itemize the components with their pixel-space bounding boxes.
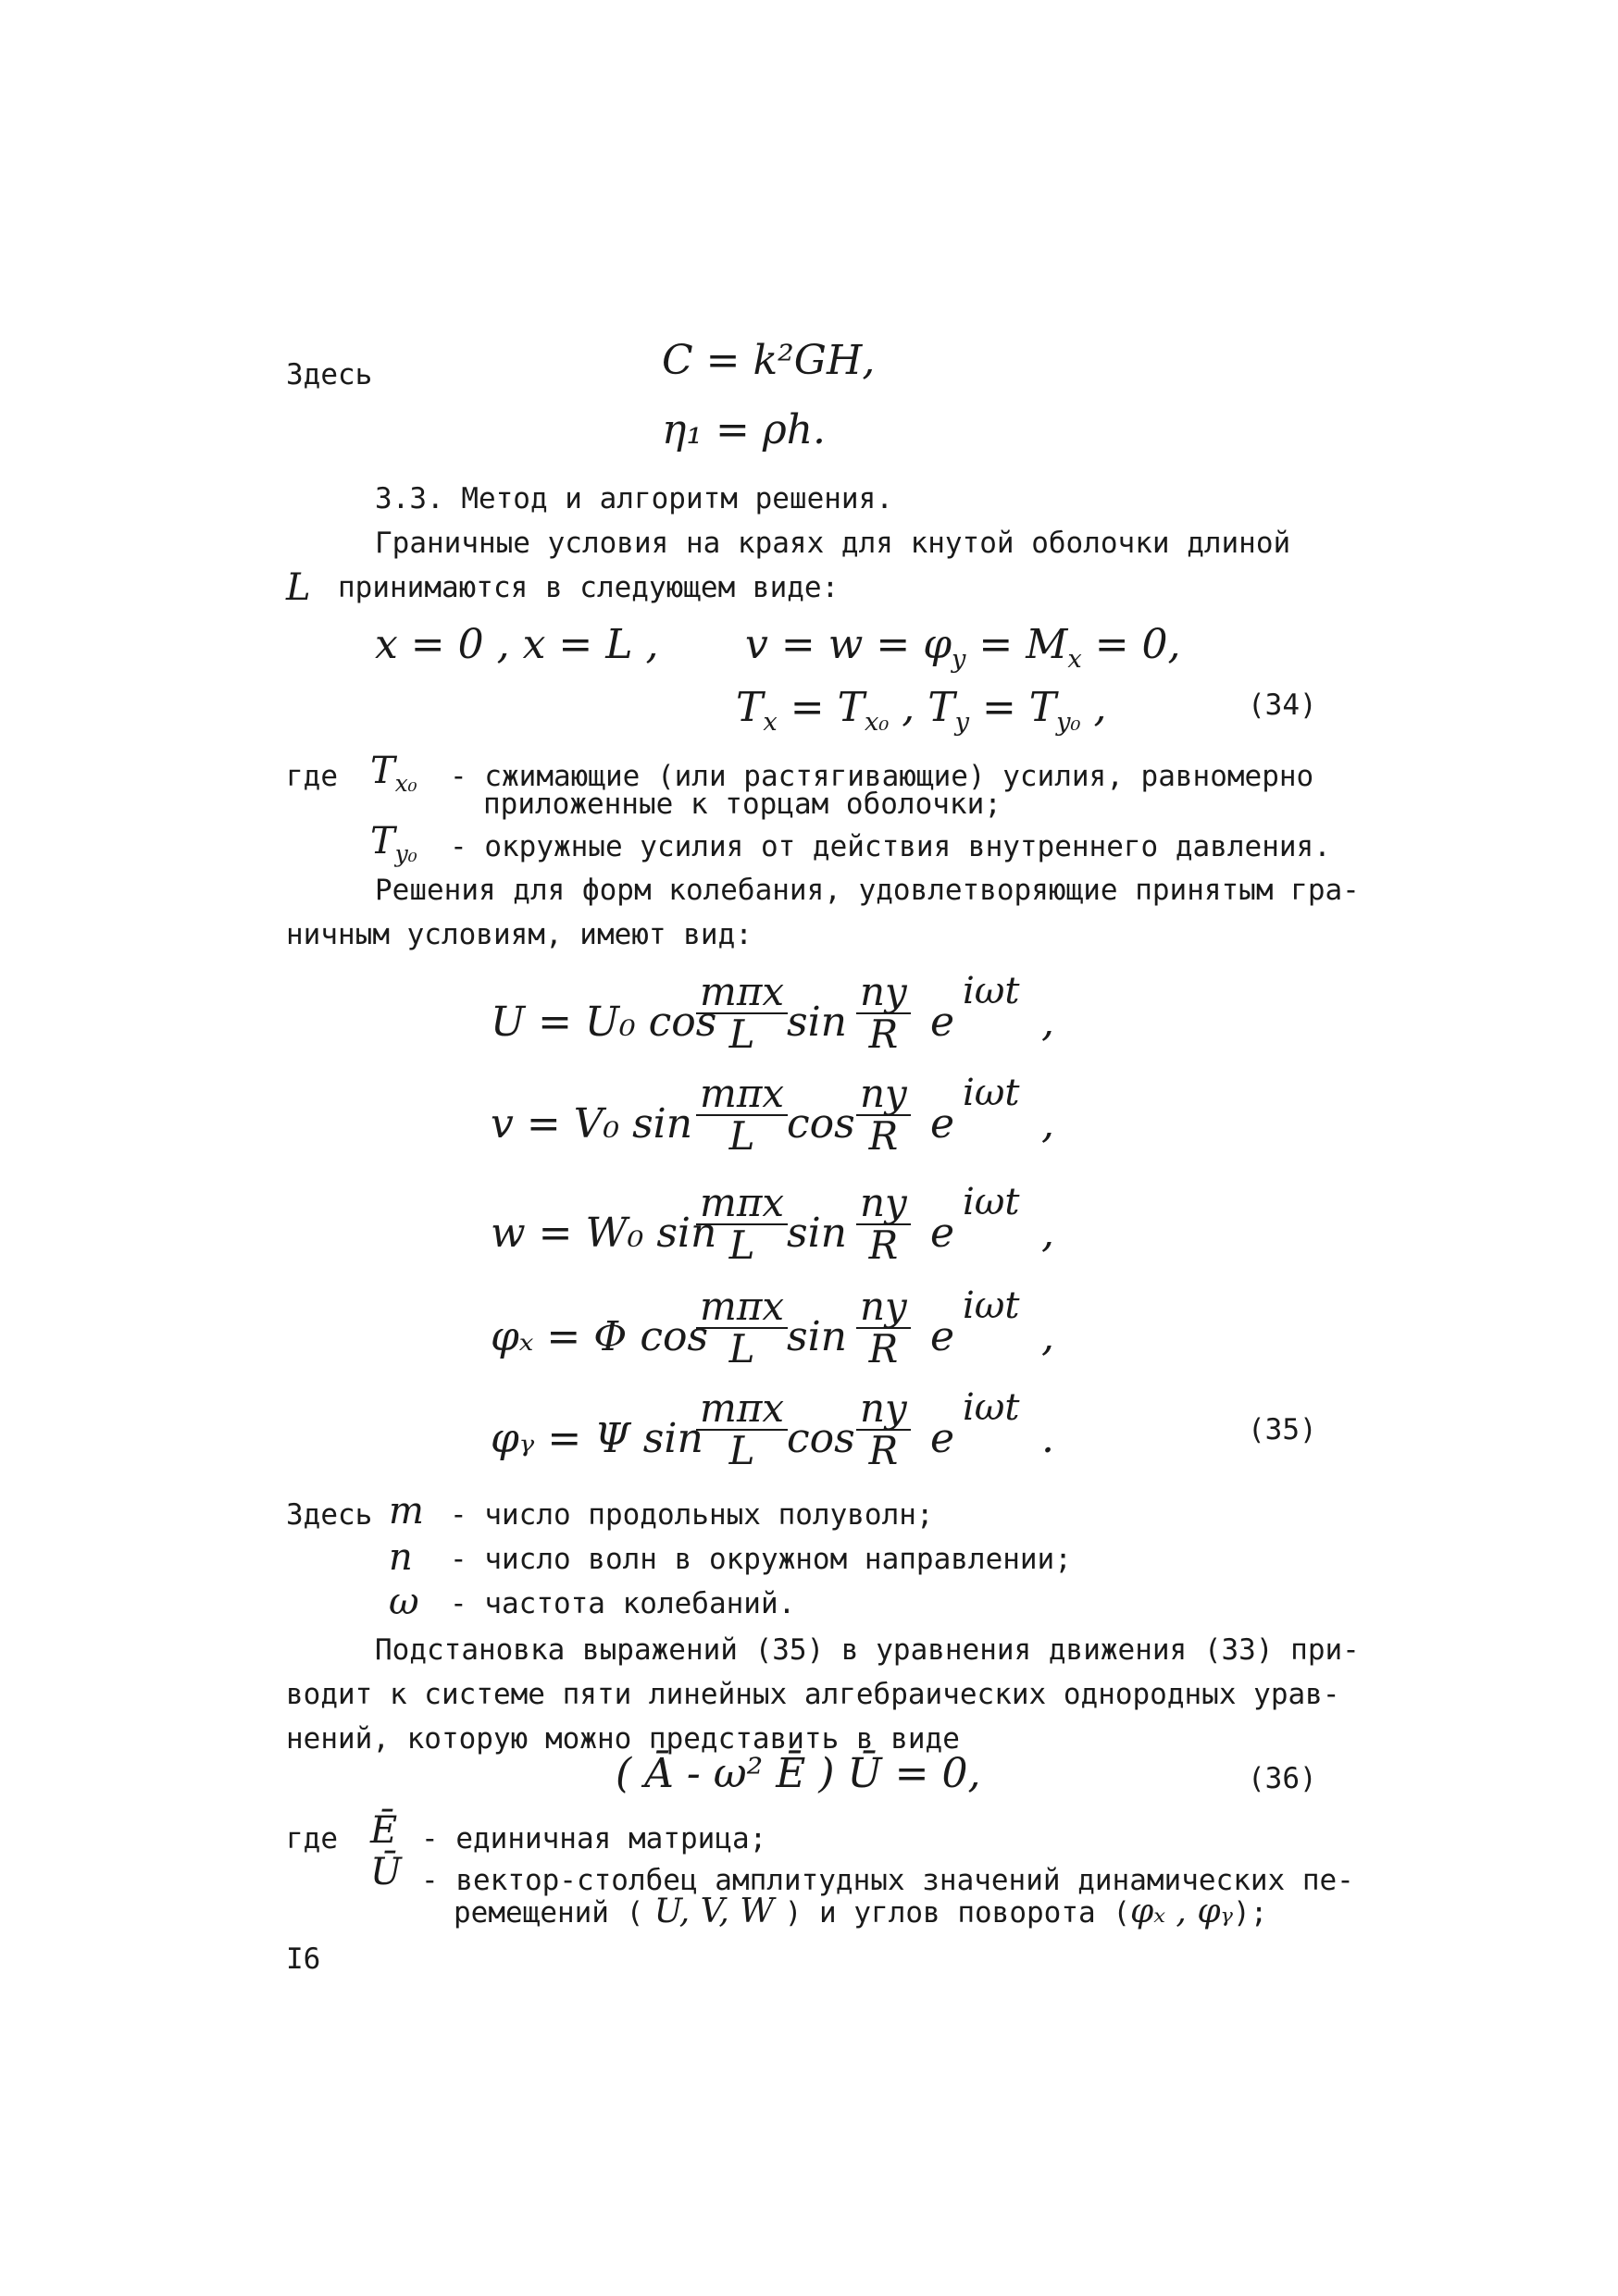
eq35-row-2-fraction-1 [696, 1071, 788, 1160]
eq35-row-1-fraction-2 [856, 969, 911, 1058]
eq35-row-4-exponent: iωt [963, 1285, 1020, 1327]
eq35-row-2-exponent: iωt [963, 1072, 1020, 1114]
page-number: I6 [286, 1942, 321, 1976]
where36-gde: где [286, 1822, 338, 1855]
eq35-row-1-exp-base: e [930, 999, 955, 1046]
eq35-row-4-exp-base: e [930, 1313, 955, 1360]
where35-desc-m: - число продольных полуволн; [450, 1498, 934, 1532]
eq35-row-2-mid: cos [787, 1100, 855, 1148]
eq35-row-3-punctuation: , [1041, 1210, 1054, 1257]
eq36: ( Ā - ω² Ē ) Ū = 0, [616, 1750, 981, 1797]
where36-sym-U: Ū [370, 1851, 402, 1893]
paragraph-2-line-1: Решения для форм колебания, удовлетворяющие принятым гра- [375, 874, 1360, 907]
eq35-row-3-exponent: iωt [963, 1181, 1020, 1223]
fraction-numerator: mπx [696, 972, 788, 1014]
eq35-row-5-fraction-2 [856, 1385, 911, 1474]
where34-sym1: $T_{x_0}$ [370, 750, 417, 797]
fraction-denominator: L [728, 1428, 755, 1474]
fraction-denominator: R [868, 1011, 899, 1058]
eq35-row-2-exp-base: e [930, 1100, 955, 1148]
eq35-row-3-fraction-2 [856, 1180, 911, 1269]
eq35-row-2-lhs: v = V₀ sin [491, 1100, 693, 1148]
eq35-row-2-punctuation: , [1041, 1100, 1054, 1148]
fraction-denominator: R [868, 1113, 899, 1160]
equation-c: C = k²GH, [662, 337, 876, 384]
fraction-denominator: L [728, 1011, 755, 1058]
eq36-number: (36) [1248, 1762, 1317, 1795]
where34-gde: где [286, 760, 338, 793]
fraction-numerator: mπx [696, 1183, 788, 1225]
eq35-row-5-fraction-1 [696, 1385, 788, 1474]
where35-sym-m: m [389, 1490, 424, 1533]
fraction-numerator: ny [856, 1388, 911, 1431]
where35-lead: Здесь [286, 1498, 373, 1532]
eq35-row-4-fraction-1 [696, 1286, 788, 1370]
fraction-denominator: R [868, 1428, 899, 1474]
symbol-L: L [286, 566, 311, 609]
eq35-row-4-lhs: φₓ = Φ cos [491, 1313, 709, 1360]
paragraph-1-line-1: Граничные условия на краях для кнутой оболочки длиной [375, 527, 1291, 560]
where36-sym-E: Ē [370, 1809, 398, 1852]
fraction-denominator: R [868, 1326, 899, 1372]
eq35-row-1-mid: sin [787, 999, 847, 1046]
eq35-row-5-punctuation: . [1041, 1415, 1054, 1462]
where35-desc-n: - число волн в окружном направлении; [450, 1543, 1072, 1576]
eq35-row-1-punctuation: , [1041, 999, 1054, 1046]
where35-desc-omega: - частота колебаний. [450, 1587, 796, 1620]
eq35-row-4-mid: sin [787, 1313, 847, 1360]
fraction-numerator: mπx [696, 1074, 788, 1116]
eq35-row-5-lhs: φᵧ = Ψ sin [491, 1415, 703, 1462]
section-heading: 3.3. Метод и алгоритм решения. [375, 482, 893, 515]
fraction-numerator: ny [856, 1286, 911, 1329]
eq35-row-1-exponent: iωt [963, 970, 1020, 1012]
where35-sym-omega: ω [389, 1581, 419, 1623]
paragraph-3-line-1: Подстановка выражений (35) в уравнения движения (33) при- [375, 1633, 1360, 1667]
eq35-row-2-fraction-2 [856, 1071, 911, 1160]
fraction-numerator: ny [856, 1074, 911, 1116]
eq35-row-5-exponent: iωt [963, 1386, 1020, 1429]
fraction-numerator: ny [856, 1183, 911, 1225]
equation-eta: η₁ = ρh. [662, 406, 827, 453]
lead-zdes-top: Здесь [286, 358, 373, 391]
eq35-row-4-fraction-2 [856, 1286, 911, 1370]
eq34-left: x = 0 , x = L , [375, 621, 659, 668]
where34-desc2: - окружные усилия от действия внутреннего давления. [450, 830, 1331, 863]
eq34-number: (34) [1248, 689, 1317, 722]
where36-desc-E: - единичная матрица; [421, 1822, 767, 1855]
where36-desc-U-line1: - вектор-столбец амплитудных значений динамических пе- [421, 1864, 1354, 1897]
eq35-row-3-mid: sin [787, 1210, 847, 1257]
eq35-row-5-exp-base: e [930, 1415, 955, 1462]
where34-sym2: $T_{y_0}$ [370, 820, 417, 867]
fraction-denominator: L [728, 1326, 755, 1372]
eq35-row-4-punctuation: , [1041, 1313, 1054, 1360]
eq34-right-line1: $v = w = \varphi_y = M_x = 0$, [745, 621, 1181, 674]
where36-desc-U-line2: ремещений ( U, V, W ) и углов поворота (φₓ , φᵧ); [454, 1893, 1268, 1930]
eq35-row-1-fraction-1 [696, 969, 788, 1058]
fraction-denominator: L [728, 1113, 755, 1160]
fraction-denominator: L [728, 1222, 755, 1269]
where34-desc1-line1: - сжимающие (или растягивающие) усилия, равномерно [450, 760, 1314, 793]
eq35-row-3-exp-base: e [930, 1210, 955, 1257]
eq35-row-3-fraction-1 [696, 1180, 788, 1269]
paragraph-2-line-2: ничным условиям, имеют вид: [286, 918, 753, 951]
paragraph-3-line-2: водит к системе пяти линейных алгебраических однородных урав- [286, 1678, 1340, 1711]
eq35-row-3-lhs: w = W₀ sin [491, 1210, 717, 1257]
eq35-number: (35) [1248, 1413, 1317, 1446]
eq34-right-line2: $T_x = T_{x_0}$ , $T_y = T_{y_0}$ , [736, 684, 1107, 737]
where34-desc1-line2: приложенные к торцам оболочки; [483, 788, 1002, 821]
fraction-denominator: R [868, 1222, 899, 1269]
where35-sym-n: n [389, 1536, 413, 1579]
fraction-numerator: mπx [696, 1388, 788, 1431]
eq35-row-5-mid: cos [787, 1415, 855, 1462]
paragraph-1-line-2: принимаются в следующем виде: [338, 571, 840, 604]
eq35-row-1-lhs: U = U₀ cos [491, 999, 717, 1046]
fraction-numerator: mπx [696, 1286, 788, 1329]
fraction-numerator: ny [856, 972, 911, 1014]
paragraph-3-line-3: нений, которую можно представить в виде [286, 1722, 960, 1756]
